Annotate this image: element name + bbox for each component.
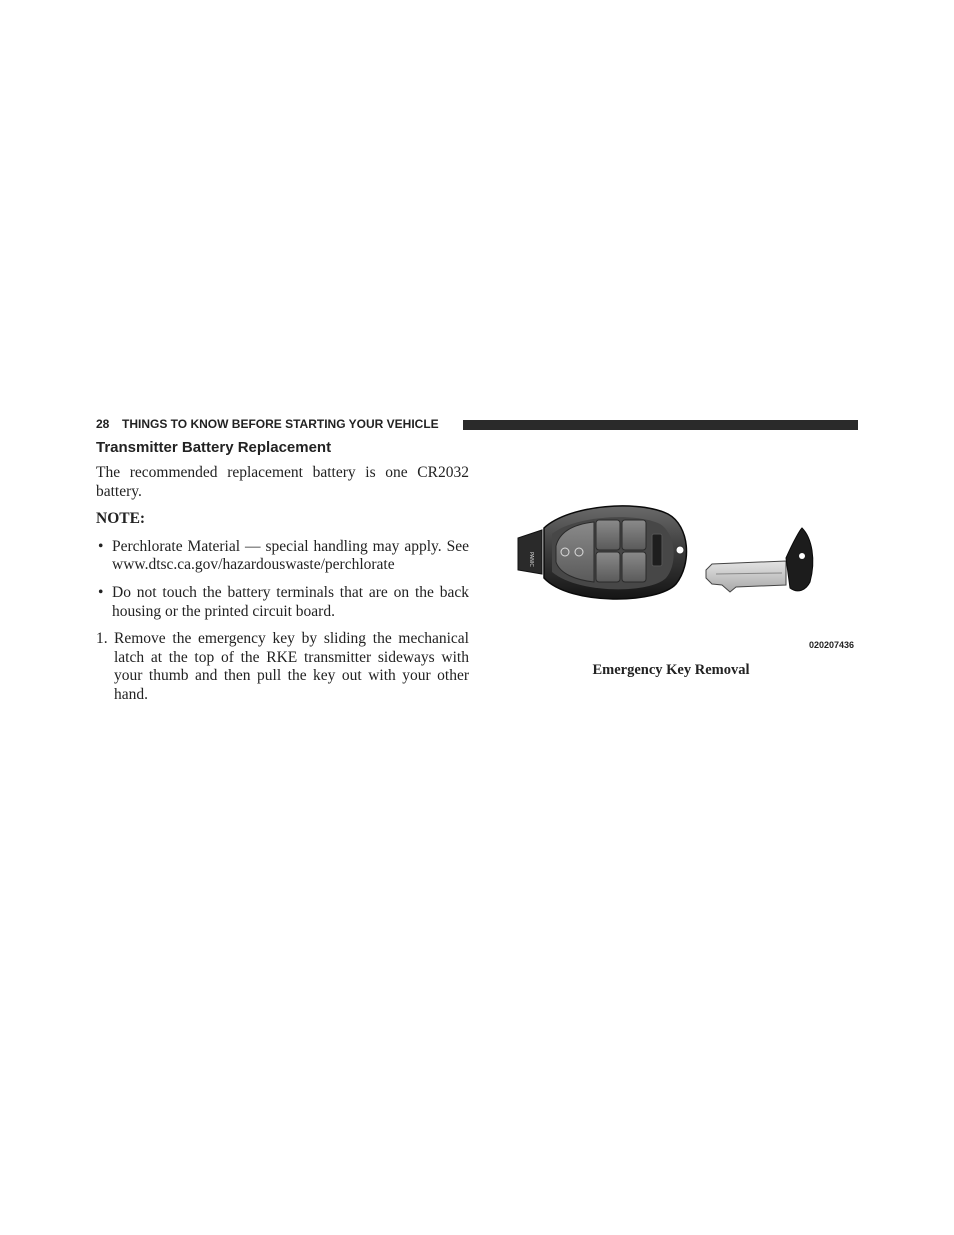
section-title: Transmitter Battery Replacement: [96, 439, 332, 456]
figure-caption: Emergency Key Removal: [592, 662, 750, 678]
emergency-key: [706, 528, 813, 592]
header-rule: [463, 420, 858, 430]
key-hole: [799, 553, 805, 559]
step-number: 1.: [96, 630, 108, 648]
key-fob-illustration: [490, 494, 858, 644]
intro-paragraph: The recommended replacement battery is one CR2032 battery.: [96, 464, 469, 500]
page-header: [96, 416, 858, 432]
note-label: NOTE:: [96, 510, 146, 528]
figure-id: 020207436: [808, 640, 854, 650]
list-item: • Perchlorate Material — special handling may apply. See www.dtsc.ca.gov/hazardouswaste/perchlorate: [96, 538, 469, 575]
list-item: • Do not touch the battery terminals that are on the back housing or the printed circuit board.: [96, 584, 469, 621]
panic-label: PANIC: [528, 552, 534, 567]
note-list: [96, 538, 469, 621]
step-1: [96, 630, 469, 704]
chapter-title: THINGS TO KNOW BEFORE STARTING YOUR VEHICLE: [122, 417, 439, 431]
latch-dot: [676, 546, 684, 554]
key-fob: [518, 506, 686, 599]
key-figure: [490, 494, 858, 656]
body-column: [96, 464, 469, 705]
page-number: 28: [96, 417, 110, 431]
step-text: Remove the emergency key by sliding the mechanical latch at the top of the RKE transmitter sideways with your thumb and then pull the key out with your other hand.: [114, 630, 469, 703]
